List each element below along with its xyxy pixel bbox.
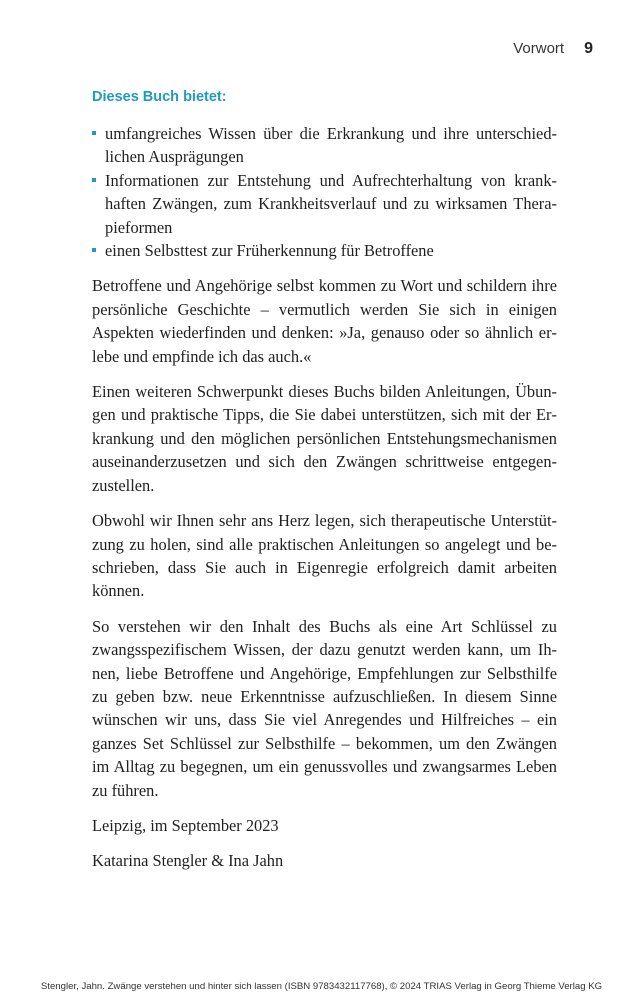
bullet-icon	[92, 178, 96, 182]
page-body	[92, 86, 557, 885]
bullet-icon	[92, 131, 96, 135]
page-number: 9	[584, 40, 593, 57]
paragraph: Einen weiteren Schwerpunkt dieses Buchs bilden Anleitungen, Übungen und praktische Tipps, die Sie dabei unterstützen, sich mit der Erkrankung und den möglichen persönlichen Entstehungsmechanismen auseinanderzusetzen und sich den Zwängen schrittweise entgegenzustellen.	[92, 382, 557, 495]
section-heading: Dieses Buch bietet:	[92, 89, 227, 105]
paragraph: Betroffene und Angehörige selbst kommen zu Wort und schildern ihre persönliche Geschichte – vermutlich werden Sie sich in einigen Aspekten wiederfinden und denken: »Ja, genauso oder so ähnlich erlebe und empfinde ich das auch.«	[92, 276, 557, 366]
list-item-text: Informationen zur Entstehung und Aufrechterhaltung von krankhaften Zwängen, zum Krankheitsverlauf und zu wirksamen Therapieformen	[105, 170, 557, 237]
section-title: Vorwort	[513, 40, 565, 57]
citation-footer: Stengler, Jahn. Zwänge verstehen und hinter sich lassen (ISBN 9783432117768), © 2024 TRIAS Verlag in Georg Thieme Verlag KG	[40, 981, 603, 992]
authors-signature: Katarina Stengler & Ina Jahn	[92, 851, 284, 871]
list-item-text: einen Selbsttest zur Früherkennung für Betroffene	[105, 241, 434, 261]
list-item	[92, 122, 557, 169]
paragraph: So verstehen wir den Inhalt des Buchs als eine Art Schlüssel zu zwangsspezifischem Wissen, der dazu genutzt werden kann, um Ihnen, liebe Betroffene und Angehörige, Empfehlungen zur Selbsthilfe zu geben bzw. neue Erkenntnisse aufzuschließen. In diesem Sinne wünschen wir uns, dass Sie viel Anregendes und Hilfreiches – ein ganzes Set Schlüssel zur Selbsthilfe – bekommen, um den Zwängen im Alltag zu begegnen, um ein genussvolles und zwangsarmes Leben zu führen.	[92, 616, 557, 800]
list-item-text: umfangreiches Wissen über die Erkrankung und ihre unterschiedlichen Ausprägungen	[105, 124, 557, 167]
running-header	[513, 40, 593, 58]
list-item	[92, 239, 557, 262]
paragraph: Obwohl wir Ihnen sehr ans Herz legen, sich therapeutische Unterstützung zu holen, sind alle praktischen Anleitungen so angelegt und beschrieben, dass Sie auch in Eigenregie erfolgreich damit arbeiten können.	[92, 511, 557, 601]
bullet-icon	[92, 248, 96, 252]
benefits-list	[92, 122, 557, 262]
list-item	[92, 169, 557, 239]
place-date: Leipzig, im September 2023	[92, 815, 279, 835]
